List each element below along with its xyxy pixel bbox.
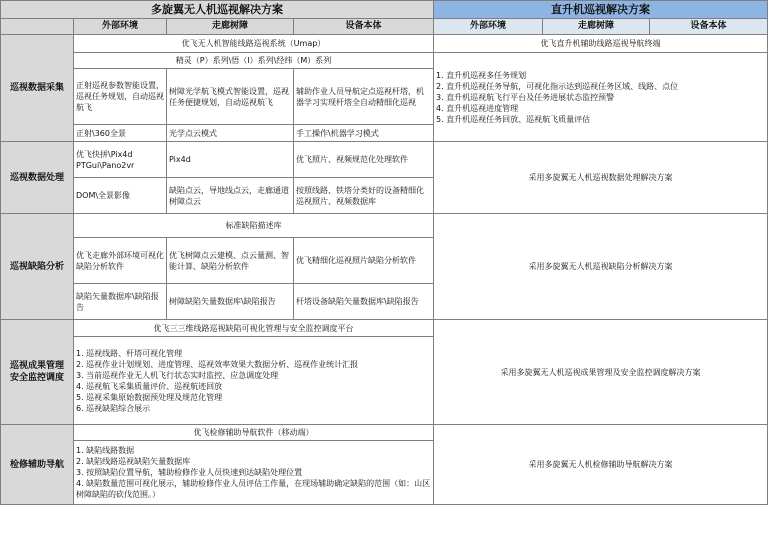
list-item: 2. 直升机巡视任务导航，可视化指示达到巡视任务区域、线路、点位 (436, 81, 679, 91)
category-data-processing: 巡视数据处理 (1, 142, 74, 214)
equip-collection-mode: 手工操作\机器学习模式 (294, 125, 434, 142)
col-equipment: 设备本体 (294, 19, 434, 35)
heli-col-equipment: 设备本体 (650, 19, 768, 35)
equip-processing-output: 按照线路、铁塔分类好的设备精细化巡视照片、视频数据库 (294, 178, 434, 214)
corr-processing-output: 缺陷点云，导地线点云，走廊通道树障点云 (167, 178, 294, 214)
management-platform: 优飞三三维线路巡视缺陷可视化管理与安全监控调度平台 (74, 320, 434, 337)
col-external: 外部环境 (74, 19, 167, 35)
equip-collection-desc: 辅助作业人员导航定点巡视杆塔，机器学习实现杆塔全自动精细化巡视 (294, 69, 434, 125)
heli-col-external: 外部环境 (434, 19, 543, 35)
list-item: 5. 直升机巡视任务回放、巡视航飞质量评估 (436, 114, 591, 124)
col-corridor: 走廊树障 (167, 19, 294, 35)
equip-defect-report: 杆塔设备缺陷矢量数据库\缺陷报告 (294, 284, 434, 320)
heli-feature-list (434, 53, 768, 142)
list-item: 5. 巡视采集原始数据预处理及规范化管理 (76, 392, 223, 402)
standard-defect-library: 标准缺陷描述库 (74, 214, 434, 238)
list-item: 4. 巡视航飞采集质量评价、巡视航迹回放 (76, 381, 223, 391)
list-item: 2. 巡视作业计划规划、进度管理、巡视效率效果大数据分析、巡视作业统计汇报 (76, 359, 359, 369)
corr-defect-report: 树障缺陷矢量数据库\缺陷报告 (167, 284, 294, 320)
maintenance-feature-list (74, 441, 434, 505)
ext-collection-mode: 正射\360全景 (74, 125, 167, 142)
ext-processing-output: DOM\全景影像 (74, 178, 167, 214)
list-item: 3. 当前巡视作业无人机飞行状态实时监控、应急调度处理 (76, 370, 279, 380)
ext-processing-software: 优飞快拼\Pix4d PTGui\Pano2vr (74, 142, 167, 178)
maintenance-nav-software: 优飞检修辅助导航软件（移动端） (74, 425, 434, 441)
corr-processing-software: Pix4d (167, 142, 294, 178)
list-item: 2. 缺陷线路巡视缺陷矢量数据库 (76, 457, 191, 466)
heli-results-management: 采用多旋翼无人机巡视成果管理及安全监控调度解决方案 (434, 320, 768, 425)
multirotor-title: 多旋翼无人机巡视解决方案 (1, 1, 434, 19)
equip-analysis-software: 优飞精细化巡视照片缺陷分析软件 (294, 238, 434, 284)
helicopter-title: 直升机巡视解决方案 (434, 1, 768, 19)
platform-feature-list (74, 337, 434, 425)
list-item: 3. 直升机巡视航飞行平台及任务进展状态监控预警 (436, 92, 615, 102)
drone-series: 精灵（P）系列\悟（I）系列\经纬（M）系列 (74, 53, 434, 69)
list-item: 1. 缺陷线路数据 (76, 446, 135, 455)
list-item: 6. 巡视缺陷综合展示 (76, 403, 151, 413)
list-item: 1. 直升机巡视多任务规划 (436, 70, 527, 80)
heli-data-processing: 采用多旋翼无人机巡视数据处理解决方案 (434, 142, 768, 214)
category-patrol-collection: 巡视数据采集 (1, 35, 74, 142)
heli-col-corridor: 走廊树障 (543, 19, 650, 35)
heli-maintenance-navigation: 采用多旋翼无人机检修辅助导航解决方案 (434, 425, 768, 505)
category-defect-analysis: 巡视缺陷分析 (1, 214, 74, 320)
list-item: 4. 直升机巡视进度管理 (436, 103, 519, 113)
category-results-management: 巡视成果管理 安全监控调度 (1, 320, 74, 425)
corr-collection-mode: 光学点云模式 (167, 125, 294, 142)
category-maintenance-navigation: 检修辅助导航 (1, 425, 74, 505)
umap-system: 优飞无人机智能线路巡视系统（Umap） (74, 35, 434, 53)
ext-analysis-software: 优飞走廊外部环境可视化缺陷分析软件 (74, 238, 167, 284)
heli-nav-terminal: 优飞直升机辅助线路巡视导航终端 (434, 35, 768, 53)
heli-defect-analysis: 采用多旋翼无人机巡视缺陷分析解决方案 (434, 214, 768, 320)
ext-defect-report: 缺陷矢量数据库\缺陷报告 (74, 284, 167, 320)
corr-analysis-software: 优飞树障点云建模、点云量测、智能计算、缺陷分析软件 (167, 238, 294, 284)
corr-collection-desc: 树障光学航飞模式智能设置，巡视任务便捷规划，自动巡视航飞 (167, 69, 294, 125)
corner-cell (1, 19, 74, 35)
ext-collection-desc: 正射巡视参数智能设置，巡视任务规划，自动巡视航飞 (74, 69, 167, 125)
equip-processing-software: 优飞照片、视频规范化处理软件 (294, 142, 434, 178)
list-item: 1. 巡视线路、杆塔可视化管理 (76, 348, 183, 358)
list-item: 4. 缺陷数量范围可视化展示，辅助检修作业人员评估工作量，在现场辅助确定缺陷的范围（如：山区树障缺陷的砍伐范围。） (76, 479, 431, 499)
list-item: 3. 按照缺陷位置导航，辅助检修作业人员快速到达缺陷处理位置 (76, 468, 303, 477)
